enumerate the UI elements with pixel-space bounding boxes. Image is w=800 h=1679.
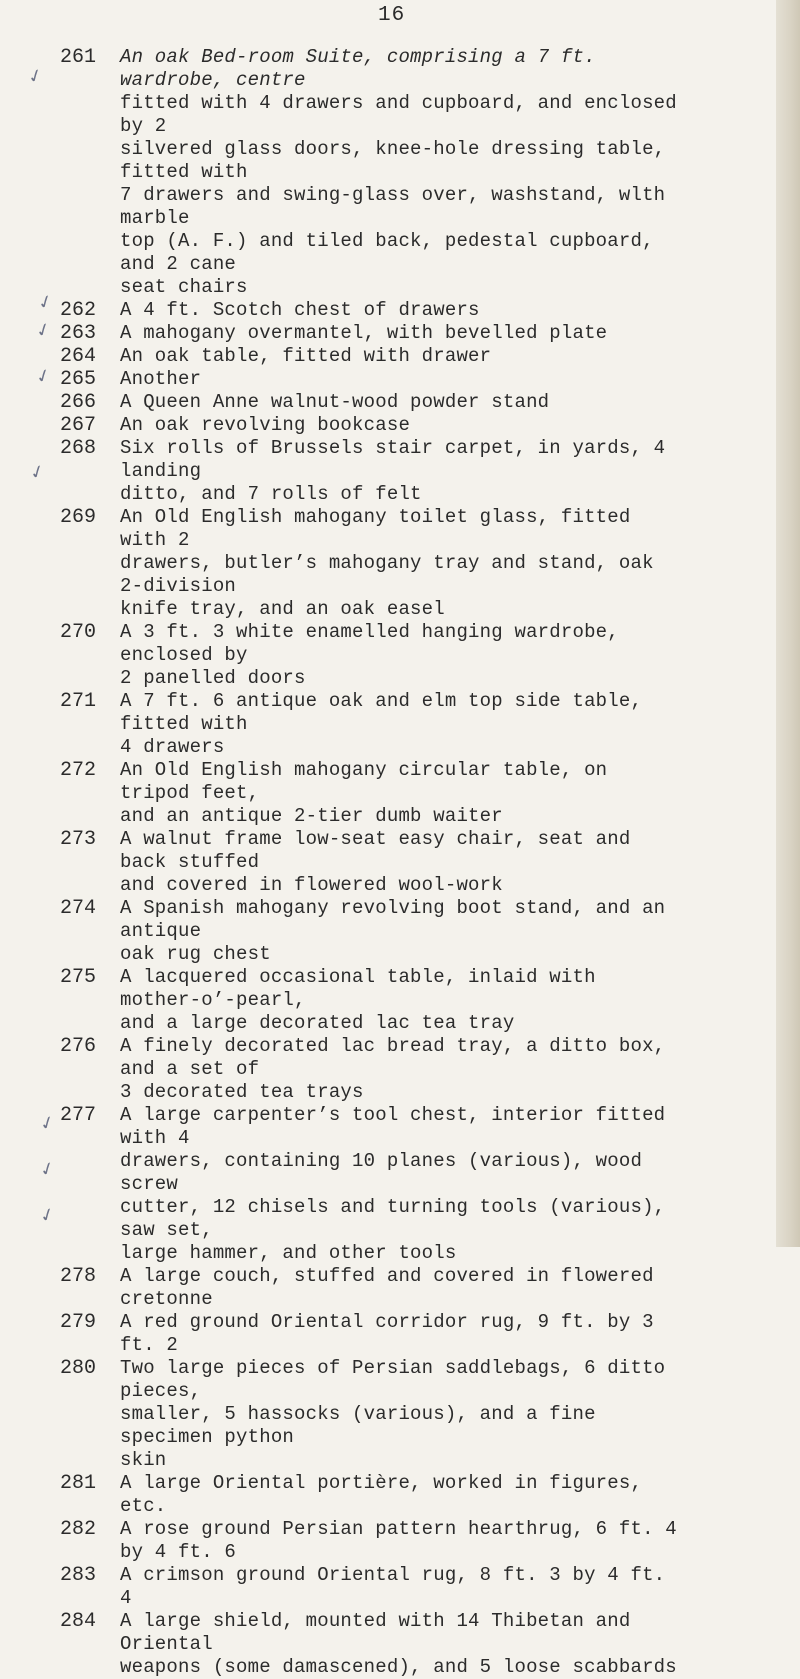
lot-entry	[0, 966, 780, 1035]
lot-entry	[0, 1518, 780, 1564]
lot-description	[120, 828, 688, 897]
lot-description	[120, 322, 688, 345]
lot-entry	[0, 437, 780, 506]
lot-number: 271	[59, 690, 96, 713]
lot-number: 273	[59, 828, 96, 851]
lot-number: 269	[59, 506, 96, 529]
lot-number: 277	[59, 1104, 96, 1127]
lot-number: 267	[59, 414, 96, 437]
lot-description-line: A large couch, stuffed and covered in flowered cretonne	[120, 1265, 654, 1310]
lot-description	[120, 1610, 688, 1679]
lot-description-line: 7 drawers and swing-glass over, washstand, wlth marble	[120, 184, 666, 229]
page-edge	[776, 0, 800, 1247]
lot-number: 264	[59, 345, 96, 368]
lot-description-line: A rose ground Persian pattern hearthrug, 6 ft. 4 by 4 ft. 6	[120, 1518, 677, 1563]
lot-entry	[0, 506, 780, 621]
lot-entry	[0, 828, 780, 897]
margin-tick-mark: ✓	[34, 290, 57, 315]
lot-description-line: A 7 ft. 6 antique oak and elm top side table, fitted with	[120, 690, 643, 735]
lot-description	[120, 299, 688, 322]
lot-description-line: Another	[120, 368, 202, 390]
lot-number: 263	[59, 322, 96, 345]
lot-description	[120, 506, 688, 621]
lot-description-line: weapons (some damascened), and 5 loose scabbards	[120, 1656, 677, 1678]
lot-description	[120, 46, 688, 299]
lot-entry	[0, 690, 780, 759]
lot-description-line: large hammer, and other tools	[120, 1242, 457, 1264]
lot-number: 268	[59, 437, 96, 460]
lot-description-line: A mahogany overmantel, with bevelled plate	[120, 322, 608, 344]
lot-entry	[0, 1472, 780, 1518]
lot-description-line: A 4 ft. Scotch chest of drawers	[120, 299, 480, 321]
lot-entry	[0, 759, 780, 828]
lot-number: 282	[59, 1518, 96, 1541]
lot-description-line: silvered glass doors, knee-hole dressing table, fitted with	[120, 138, 666, 183]
lot-description	[120, 437, 688, 506]
lot-entry	[0, 1357, 780, 1472]
lot-description	[120, 1357, 688, 1472]
lot-description	[120, 1564, 688, 1610]
lot-number: 281	[59, 1472, 96, 1495]
lot-number: 266	[59, 391, 96, 414]
lot-entry	[0, 46, 780, 299]
lot-description-line: An oak table, fitted with drawer	[120, 345, 492, 367]
lot-description-line: skin	[120, 1449, 167, 1471]
lot-description	[120, 368, 688, 391]
lot-number: 284	[59, 1610, 96, 1633]
lot-description-line: A finely decorated lac bread tray, a ditto box, and a set of	[120, 1035, 666, 1080]
lot-description-line: A walnut frame low-seat easy chair, seat and back stuffed	[120, 828, 631, 873]
lot-description-line: and a large decorated lac tea tray	[120, 1012, 515, 1034]
lot-entry	[0, 322, 780, 345]
lot-entry	[0, 1610, 780, 1679]
lot-description-line: drawers, butler’s mahogany tray and stand, oak 2-division	[120, 552, 654, 597]
lot-description-line: An Old English mahogany circular table, on tripod feet,	[120, 759, 608, 804]
lot-description	[120, 621, 688, 690]
lot-description-line: Two large pieces of Persian saddlebags, 6 ditto pieces,	[120, 1357, 666, 1402]
lot-description-line: smaller, 5 hassocks (various), and a fine specimen python	[120, 1403, 596, 1448]
lot-number: 270	[59, 621, 96, 644]
lot-entry	[0, 1035, 780, 1104]
lot-entry	[0, 345, 780, 368]
lot-number: 283	[59, 1564, 96, 1587]
lot-description	[120, 1518, 688, 1564]
lot-description-line: and an antique 2-tier dumb waiter	[120, 805, 503, 827]
lot-description-line: A crimson ground Oriental rug, 8 ft. 3 by 4 ft. 4	[120, 1564, 666, 1609]
lot-number: 265	[59, 368, 96, 391]
lot-entry	[0, 1265, 780, 1311]
lot-entry	[0, 391, 780, 414]
lot-description-line: A lacquered occasional table, inlaid with mother-o’-pearl,	[120, 966, 596, 1011]
lot-description-line: seat chairs	[120, 276, 248, 298]
lot-entry	[0, 1311, 780, 1357]
lot-description-line: top (A. F.) and tiled back, pedestal cupboard, and 2 cane	[120, 230, 654, 275]
lot-description-line: 4 drawers	[120, 736, 225, 758]
lot-number: 280	[59, 1357, 96, 1380]
lot-description-line: 2 panelled doors	[120, 667, 306, 689]
lot-description-line: drawers, containing 10 planes (various), wood screw	[120, 1150, 643, 1195]
lot-number: 278	[59, 1265, 96, 1288]
lot-number: 274	[59, 897, 96, 920]
lot-entry	[0, 621, 780, 690]
lot-description-line: A red ground Oriental corridor rug, 9 ft. by 3 ft. 2	[120, 1311, 654, 1356]
margin-tick-mark: ✓	[32, 364, 55, 389]
lot-description	[120, 1265, 688, 1311]
lot-description-line: fitted with 4 drawers and cupboard, and enclosed by 2	[120, 92, 677, 137]
margin-tick-mark: ✓	[26, 460, 49, 485]
lot-entry	[0, 1104, 780, 1265]
lot-description	[120, 391, 688, 414]
margin-tick-mark: ✓	[36, 1203, 59, 1228]
lot-description	[120, 1311, 688, 1357]
lot-description-line: oak rug chest	[120, 943, 271, 965]
lot-description-line: A large shield, mounted with 14 Thibetan and Oriental	[120, 1610, 631, 1655]
lot-description	[120, 966, 688, 1035]
lot-description	[120, 759, 688, 828]
margin-tick-mark: ✓	[36, 1157, 59, 1182]
margin-tick-mark: ✓	[24, 64, 47, 89]
lot-description-line: A large Oriental portière, worked in figures, etc.	[120, 1472, 643, 1517]
page-number: 16	[378, 4, 406, 27]
lot-description	[120, 345, 688, 368]
lot-description-line: Six rolls of Brussels stair carpet, in yards, 4 landing	[120, 437, 666, 482]
lot-list	[0, 46, 780, 1679]
lot-number: 275	[59, 966, 96, 989]
margin-tick-mark: ✓	[36, 1111, 59, 1136]
lot-description	[120, 1104, 688, 1265]
lot-description-line: An oak revolving bookcase	[120, 414, 411, 436]
lot-description	[120, 1035, 688, 1104]
lot-description-line: An oak Bed-room Suite, comprising a 7 ft. wardrobe, centre	[120, 46, 596, 91]
lot-description	[120, 414, 688, 437]
lot-description	[120, 1472, 688, 1518]
lot-description-line: and covered in flowered wool-work	[120, 874, 503, 896]
lot-description-line: A Queen Anne walnut-wood powder stand	[120, 391, 550, 413]
lot-number: 262	[59, 299, 96, 322]
lot-number: 272	[59, 759, 96, 782]
lot-number: 279	[59, 1311, 96, 1334]
lot-description-line: 3 decorated tea trays	[120, 1081, 364, 1103]
lot-description-line: A large carpenter’s tool chest, interior fitted with 4	[120, 1104, 666, 1149]
lot-description-line: knife tray, and an oak easel	[120, 598, 445, 620]
lot-entry	[0, 299, 780, 322]
lot-description-line: An Old English mahogany toilet glass, fitted with 2	[120, 506, 631, 551]
margin-tick-mark: ✓	[32, 318, 55, 343]
lot-description	[120, 897, 688, 966]
lot-description-line: cutter, 12 chisels and turning tools (various), saw set,	[120, 1196, 666, 1241]
lot-entry	[0, 897, 780, 966]
lot-entry	[0, 368, 780, 391]
lot-entry	[0, 1564, 780, 1610]
lot-number: 276	[59, 1035, 96, 1058]
lot-description-line: A 3 ft. 3 white enamelled hanging wardrobe, enclosed by	[120, 621, 619, 666]
lot-number: 261	[59, 46, 96, 69]
lot-description	[120, 690, 688, 759]
lot-description-line: ditto, and 7 rolls of felt	[120, 483, 422, 505]
lot-entry	[0, 414, 780, 437]
lot-description-line: A Spanish mahogany revolving boot stand, and an antique	[120, 897, 666, 942]
